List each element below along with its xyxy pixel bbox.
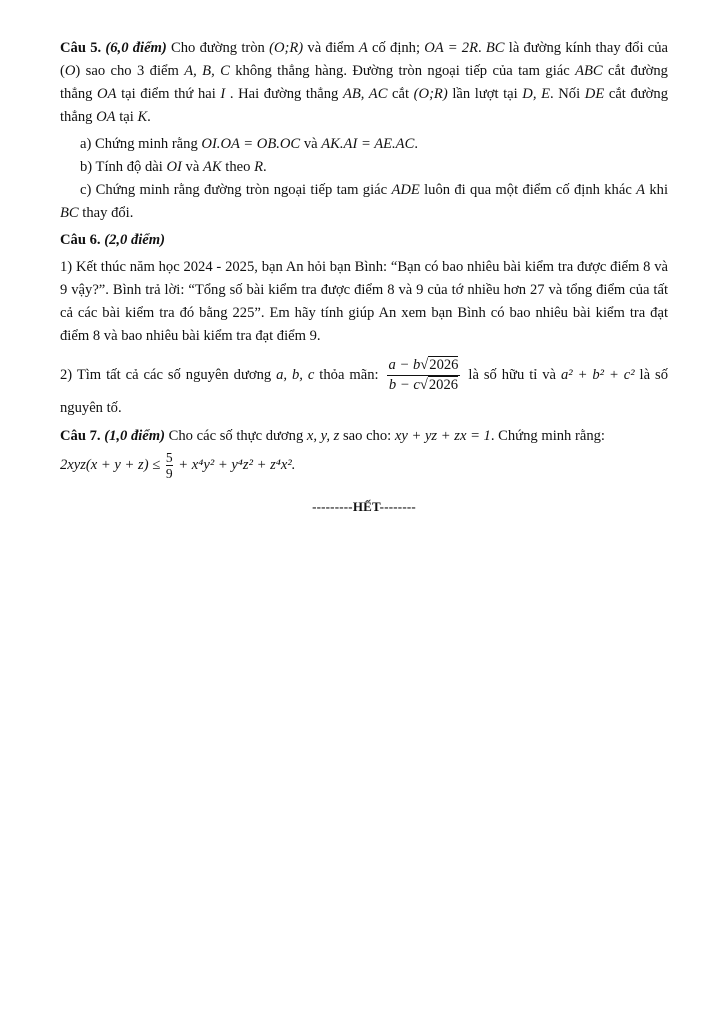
q5a-text: và <box>300 136 322 152</box>
question-6-label: Câu 6. <box>60 232 101 248</box>
math: AB, AC <box>342 86 388 102</box>
q7-text: . Chứng minh rằng: <box>490 428 605 444</box>
math: OA <box>96 109 116 125</box>
radicand: 2026 <box>429 357 459 373</box>
q6-2-text: là số hữu tỉ và <box>463 366 561 383</box>
question-5a <box>60 133 668 156</box>
q5-text: tại điểm thứ hai <box>116 86 221 102</box>
q7-text: sao cho: <box>339 428 395 444</box>
math: OA = 2R <box>424 40 478 56</box>
math: OA <box>97 86 117 102</box>
q5-text: . <box>147 109 151 125</box>
math: (O;R) <box>269 40 304 56</box>
question-6-heading <box>60 229 668 252</box>
math: OI.OA = OB.OC <box>201 136 301 152</box>
q5-text: cắt <box>387 86 414 102</box>
math: x, y, z <box>306 428 340 444</box>
q5b-text: . <box>262 159 267 175</box>
math: BC <box>60 205 79 221</box>
q5-text: cắt đường thẳng <box>60 86 668 125</box>
math: BC <box>485 40 505 56</box>
q5-text: không thẳng hàng. Đường tròn ngoại tiếp của tam giác <box>229 63 576 79</box>
question-7-inequality <box>60 450 668 481</box>
q5a-text: a) Chứng minh rằng <box>80 136 202 152</box>
math: a, b, c <box>276 366 315 383</box>
q5-text: . <box>478 40 486 56</box>
fraction-denominator-term: b − c <box>388 377 420 393</box>
math: xy + yz + zx = 1 <box>394 428 491 444</box>
q5-text: ) sao cho 3 điểm <box>75 63 185 79</box>
inequality-rhs: + x⁴y² + y⁴z² + z⁴x². <box>174 456 296 473</box>
q5b-text: b) Tính độ dài <box>80 159 167 175</box>
math: ADE <box>391 182 420 198</box>
inequality-lhs: 2xyz(x + y + z) ≤ <box>60 456 164 473</box>
q5c-text: khi <box>645 182 669 198</box>
question-6-part-2 <box>60 356 668 421</box>
question-5-score: (6,0 điểm) <box>105 40 167 56</box>
math: OI <box>166 159 182 175</box>
q6-2-text: 2) Tìm tất cả các số nguyên dương <box>60 366 277 383</box>
math: I <box>220 86 226 102</box>
math: (O;R) <box>413 86 448 102</box>
q5-text: cố định; <box>367 40 425 56</box>
q5b-text: theo <box>221 159 255 175</box>
fraction-numerator: 5 <box>165 450 173 465</box>
end-marker: ---------HẾT-------- <box>312 499 416 514</box>
math: D, E <box>522 86 551 102</box>
q5c-text: thay đổi. <box>78 205 134 221</box>
q5a-text: . <box>414 136 418 152</box>
question-7-score: (1,0 điểm) <box>104 428 165 444</box>
q5-text: tại <box>115 109 138 125</box>
question-5-label: Câu 5. <box>60 40 102 56</box>
radical-fraction <box>387 356 461 395</box>
math: a² + b² + c² <box>560 366 635 383</box>
math: R <box>254 159 263 175</box>
fraction-five-ninths <box>166 450 173 481</box>
math: A, B, C <box>184 63 230 79</box>
q5-text: là đường kính thay đổi của ( <box>60 40 669 79</box>
fraction-numerator-term: a − b <box>388 357 421 373</box>
q5-text: . Nối <box>550 86 585 102</box>
q5b-text: và <box>181 159 203 175</box>
question-6-score: (2,0 điểm) <box>104 232 165 248</box>
q7-text: Cho các số thực dương <box>165 428 307 444</box>
radicand: 2026 <box>428 377 459 393</box>
exam-page <box>60 37 668 518</box>
question-5b <box>60 156 668 179</box>
math: ABC <box>575 63 603 79</box>
q6-2-text: là số nguyên tố. <box>60 366 668 416</box>
math: A <box>358 40 368 56</box>
q5-text: lần lượt tại <box>447 86 523 102</box>
math: AK.AI = AE.AC <box>321 136 415 152</box>
math: AK <box>202 159 222 175</box>
fraction-denominator: 9 <box>165 466 173 481</box>
sqrt-symbol: √ <box>419 377 428 393</box>
q5-text: . Hai đường thẳng <box>225 86 343 102</box>
math: A <box>636 182 646 198</box>
math: O <box>64 63 76 79</box>
q5c-text: c) Chứng minh rằng đường tròn ngoại tiếp tam giác <box>80 182 392 198</box>
q6-2-text: thỏa mãn: <box>314 366 384 383</box>
sqrt-symbol: √ <box>420 357 429 373</box>
math: DE <box>584 86 605 102</box>
question-5c <box>60 179 668 225</box>
q5c-text: luôn đi qua một điểm cố định khác <box>419 182 637 198</box>
question-7-label: Câu 7. <box>60 428 101 444</box>
q5-text: và điểm <box>303 40 359 56</box>
math: K <box>137 109 148 125</box>
q5-text: Cho đường tròn <box>166 40 270 56</box>
question-7 <box>60 425 668 448</box>
q5-text: cắt đường thẳng <box>60 63 668 102</box>
question-5 <box>60 37 668 129</box>
question-6-part-1: 1) Kết thúc năm học 2024 - 2025, bạn An hỏi bạn Bình: “Bạn có bao nhiêu bài kiểm tra được điểm 8 và 9 vậy?”. Bình trả lời: “Tổng số bài kiểm tra được điểm 8 và 9 của tớ nhiều hơn 27 và tổng điểm của tất cả các bài kiểm tra đó bằng 225”. Em hãy tính giúp An xem bạn Bình có bao nhiêu bài kiểm tra đạt điểm 8 và bao nhiêu bài kiểm tra đạt điểm 9. <box>60 259 668 344</box>
